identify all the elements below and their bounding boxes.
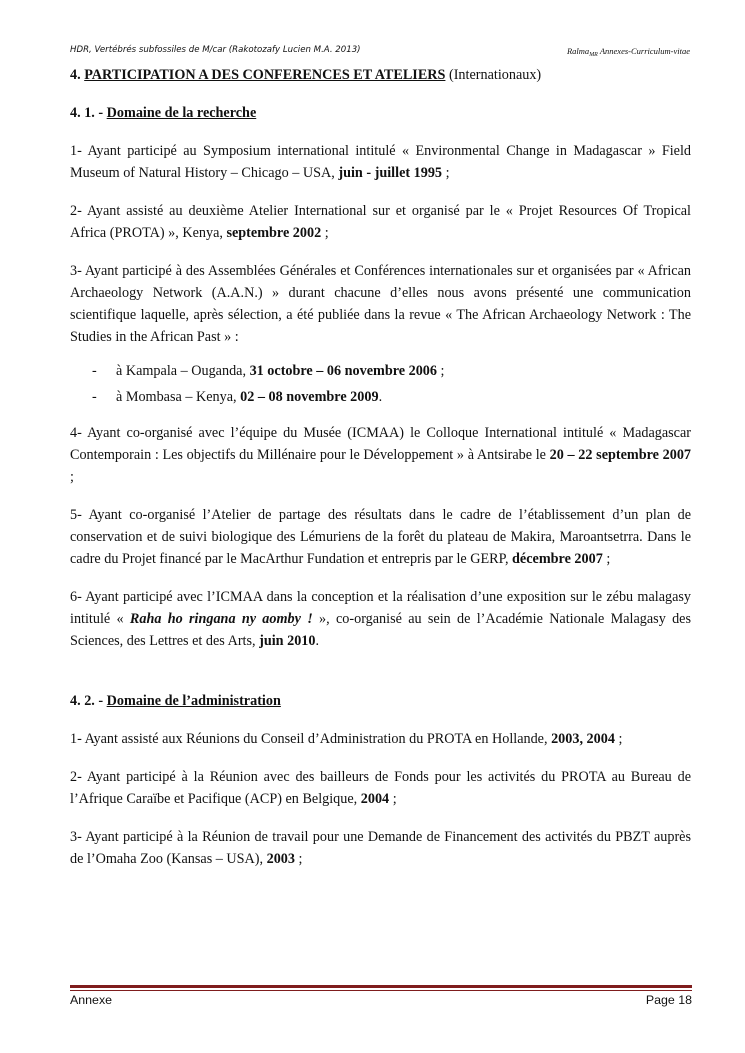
paragraph: 6- Ayant participé avec l’ICMAA dans la conception et la réalisation d’une exposition sur le zébu malagasy intitulé « Raha ho ringana ny aomby ! », co-organisé au sein de l’Académie Nationale Malagasy des Sciences, des Lettres et des Arts, juin 2010. [70, 589, 692, 649]
list-item: - à Kampala – Ouganda, 31 octobre – 06 novembre 2006 ; [92, 358, 691, 384]
paragraph: 4- Ayant co-organisé avec l’équipe du Musée (ICMAA) le Colloque International intitulé « Madagascar Contemporain : Les objectifs du Millénaire pour le Développement » à Antsirabe le 20 – 22 septembre 2007 ; [70, 425, 692, 485]
header-author-sub: MR [589, 52, 598, 58]
section-heading: 4. PARTICIPATION A DES CONFERENCES ET ATELIERS (Internationaux) [70, 67, 542, 83]
subsection-title: Domaine de l’administration [106, 693, 281, 709]
header-author: Ralma [566, 46, 590, 56]
footer-label: Annexe [70, 993, 113, 1007]
exhibition-title: Raha ho ringana ny aomby ! [129, 611, 313, 627]
header-title: HDR, Vertébrés subfossiles de M/car (Rakotozafy Lucien M.A. 2013) [70, 45, 361, 55]
paragraph: 3- Ayant participé à des Assemblées Générales et Conférences internationales sur et organisées par « African Archaeology Network (A.A.N.) » durant chacune d’elles nous avons présenté une communication scientifique laquelle, après sélection, a été publiée dans la revue « The African Archaeology Network : The Studies in the African Past » : [70, 263, 691, 345]
subsection-heading-research: 4. 1. - Domaine de la recherche [70, 105, 257, 121]
paragraph: 3- Ayant participé à la Réunion de travail pour une Demande de Financement des activités du PBZT auprès de l’Omaha Zoo (Kansas – USA), 2003 ; [70, 829, 691, 867]
paragraph: 2- Ayant participé à la Réunion avec des bailleurs de Fonds pour les activités du PROTA au Bureau de l’Afrique Caraïbe et Pacifique (ACP) en Belgique, 2004 ; [70, 769, 691, 807]
paragraph: 5- Ayant co-organisé l’Atelier de partage des résultats dans le cadre de l’établissement d’un plan de conservation et de suivi biologique des Lémuriens de la forêt du plateau de Makira, Maroantsetrra. Dans le cadre du Projet financé par le MacArthur Fundation et entrepris par le GERP, décembre 2007 ; [70, 507, 691, 567]
page-body [70, 64, 691, 886]
section-title: PARTICIPATION A DES CONFERENCES ET ATELIERS [84, 67, 446, 83]
footer-rule [70, 985, 692, 991]
list-item: - à Mombasa – Kenya, 02 – 08 novembre 2009. [92, 384, 691, 410]
footer-rule-thin [70, 990, 692, 991]
page-footer [70, 993, 692, 1009]
conference-list [70, 358, 691, 410]
subsection-title: Domaine de la recherche [106, 105, 257, 121]
footer-rule-thick [70, 985, 692, 988]
page-number: Page 18 [645, 993, 692, 1007]
paragraph: 1- Ayant assisté aux Réunions du Conseil d’Administration du PROTA en Hollande, 2003, 2004 ; [70, 731, 623, 747]
header-annex: Annexes-Curriculum-vitae [597, 46, 690, 56]
paragraph: 1- Ayant participé au Symposium international intitulé « Environmental Change in Madagascar » Field Museum of Natural History – Chicago – USA, juin - juillet 1995 ; [70, 143, 691, 181]
spacer [70, 668, 691, 690]
subsection-heading-administration: 4. 2. - Domaine de l’administration [70, 693, 281, 709]
header-section [567, 46, 690, 58]
running-header [70, 45, 690, 59]
paragraph: 2- Ayant assisté au deuxième Atelier International sur et organisé par le « Projet Resources Of Tropical Africa (PROTA) », Kenya, septembre 2002 ; [70, 203, 691, 241]
